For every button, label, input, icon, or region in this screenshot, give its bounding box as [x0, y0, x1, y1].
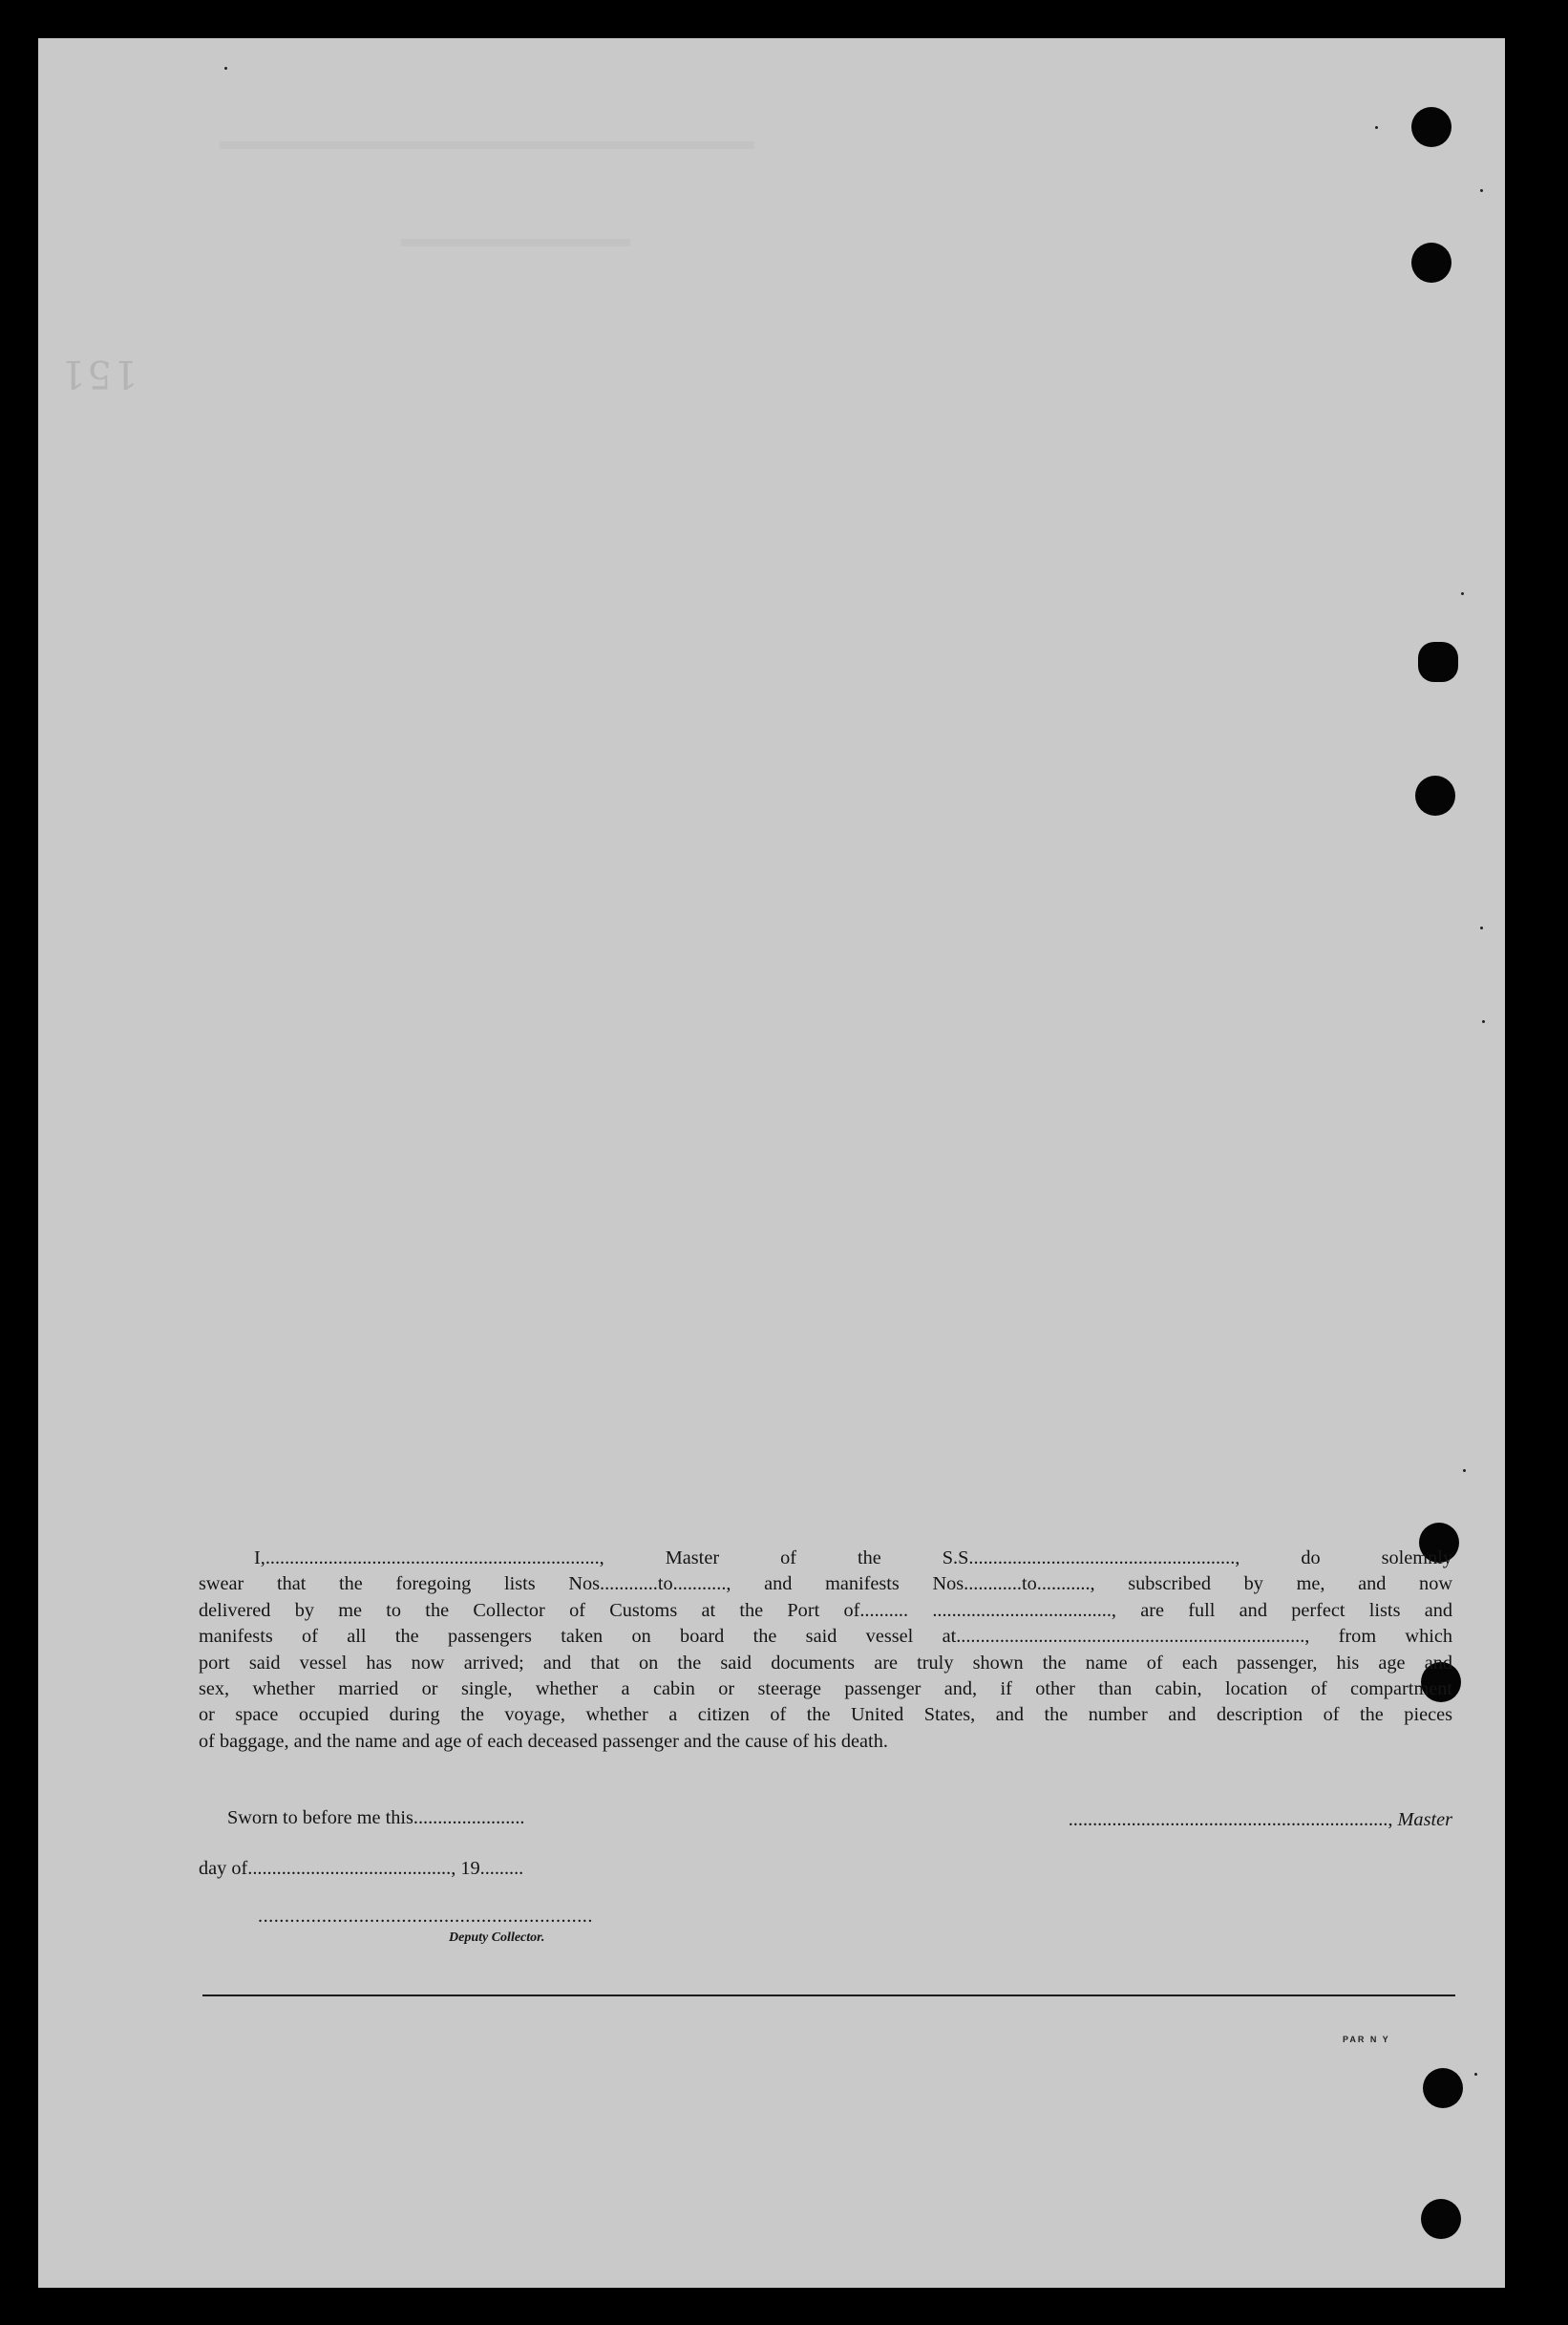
oath-paragraph [199, 1546, 1452, 1755]
bleed-through-number: 151 [59, 352, 138, 395]
punch-hole [1418, 642, 1458, 682]
oath-line: sex, whether married or single, whether a cabin or steerage passenger and, if other than cabin, location of compartment [199, 1678, 1452, 1700]
speck [1474, 2073, 1477, 2076]
master-label: Master [1397, 1809, 1452, 1830]
oath-line: of baggage, and the name and age of each deceased passenger and the cause of his death. [199, 1730, 888, 1752]
deputy-collector-label: Deputy Collector. [449, 1930, 545, 1945]
day-of-line: day of.........................................., 19......... [199, 1858, 524, 1879]
punch-hole [1415, 776, 1455, 816]
oath-line: swear that the foregoing lists Nos............to..........., and manifests Nos............to..........., subscribed by me, and now [199, 1573, 1452, 1595]
speck [1463, 1469, 1466, 1472]
speck [1482, 1020, 1485, 1023]
oath-line: delivered by me to the Collector of Customs at the Port of.......... ....................................., are full and perfect lists and [199, 1599, 1452, 1621]
speck [1480, 927, 1483, 929]
bleed-through-line [220, 141, 754, 149]
punch-hole [1421, 2199, 1461, 2239]
oath-line: manifests of all the passengers taken on board the said vessel at........................................................................, from which [199, 1626, 1452, 1648]
punch-hole [1411, 107, 1451, 147]
oath-line: I,....................................................................., Master of the S.S......................................................., do solemnly [254, 1547, 1452, 1568]
sworn-line: Sworn to before me this....................... [227, 1807, 525, 1828]
punch-hole [1411, 243, 1451, 283]
speck [1375, 126, 1378, 129]
bleed-through-line [401, 239, 630, 246]
speck [1461, 592, 1464, 595]
printer-mark: PAR N Y [1343, 2035, 1390, 2044]
oath-line: port said vessel has now arrived; and that on the said documents are truly shown the name of each passenger, his age and [199, 1652, 1452, 1674]
oath-line: or space occupied during the voyage, whether a citizen of the United States, and the number and description of the pieces [199, 1704, 1452, 1726]
speck [1480, 189, 1483, 192]
speck [224, 67, 227, 70]
master-signature-dots: .................................................................., [1068, 1809, 1393, 1830]
master-signature-line [924, 1809, 1452, 1831]
horizontal-rule [202, 1994, 1455, 1996]
punch-hole [1423, 2068, 1463, 2108]
form-page [38, 38, 1505, 2288]
deputy-signature-dots: ............................................................... [258, 1906, 593, 1927]
